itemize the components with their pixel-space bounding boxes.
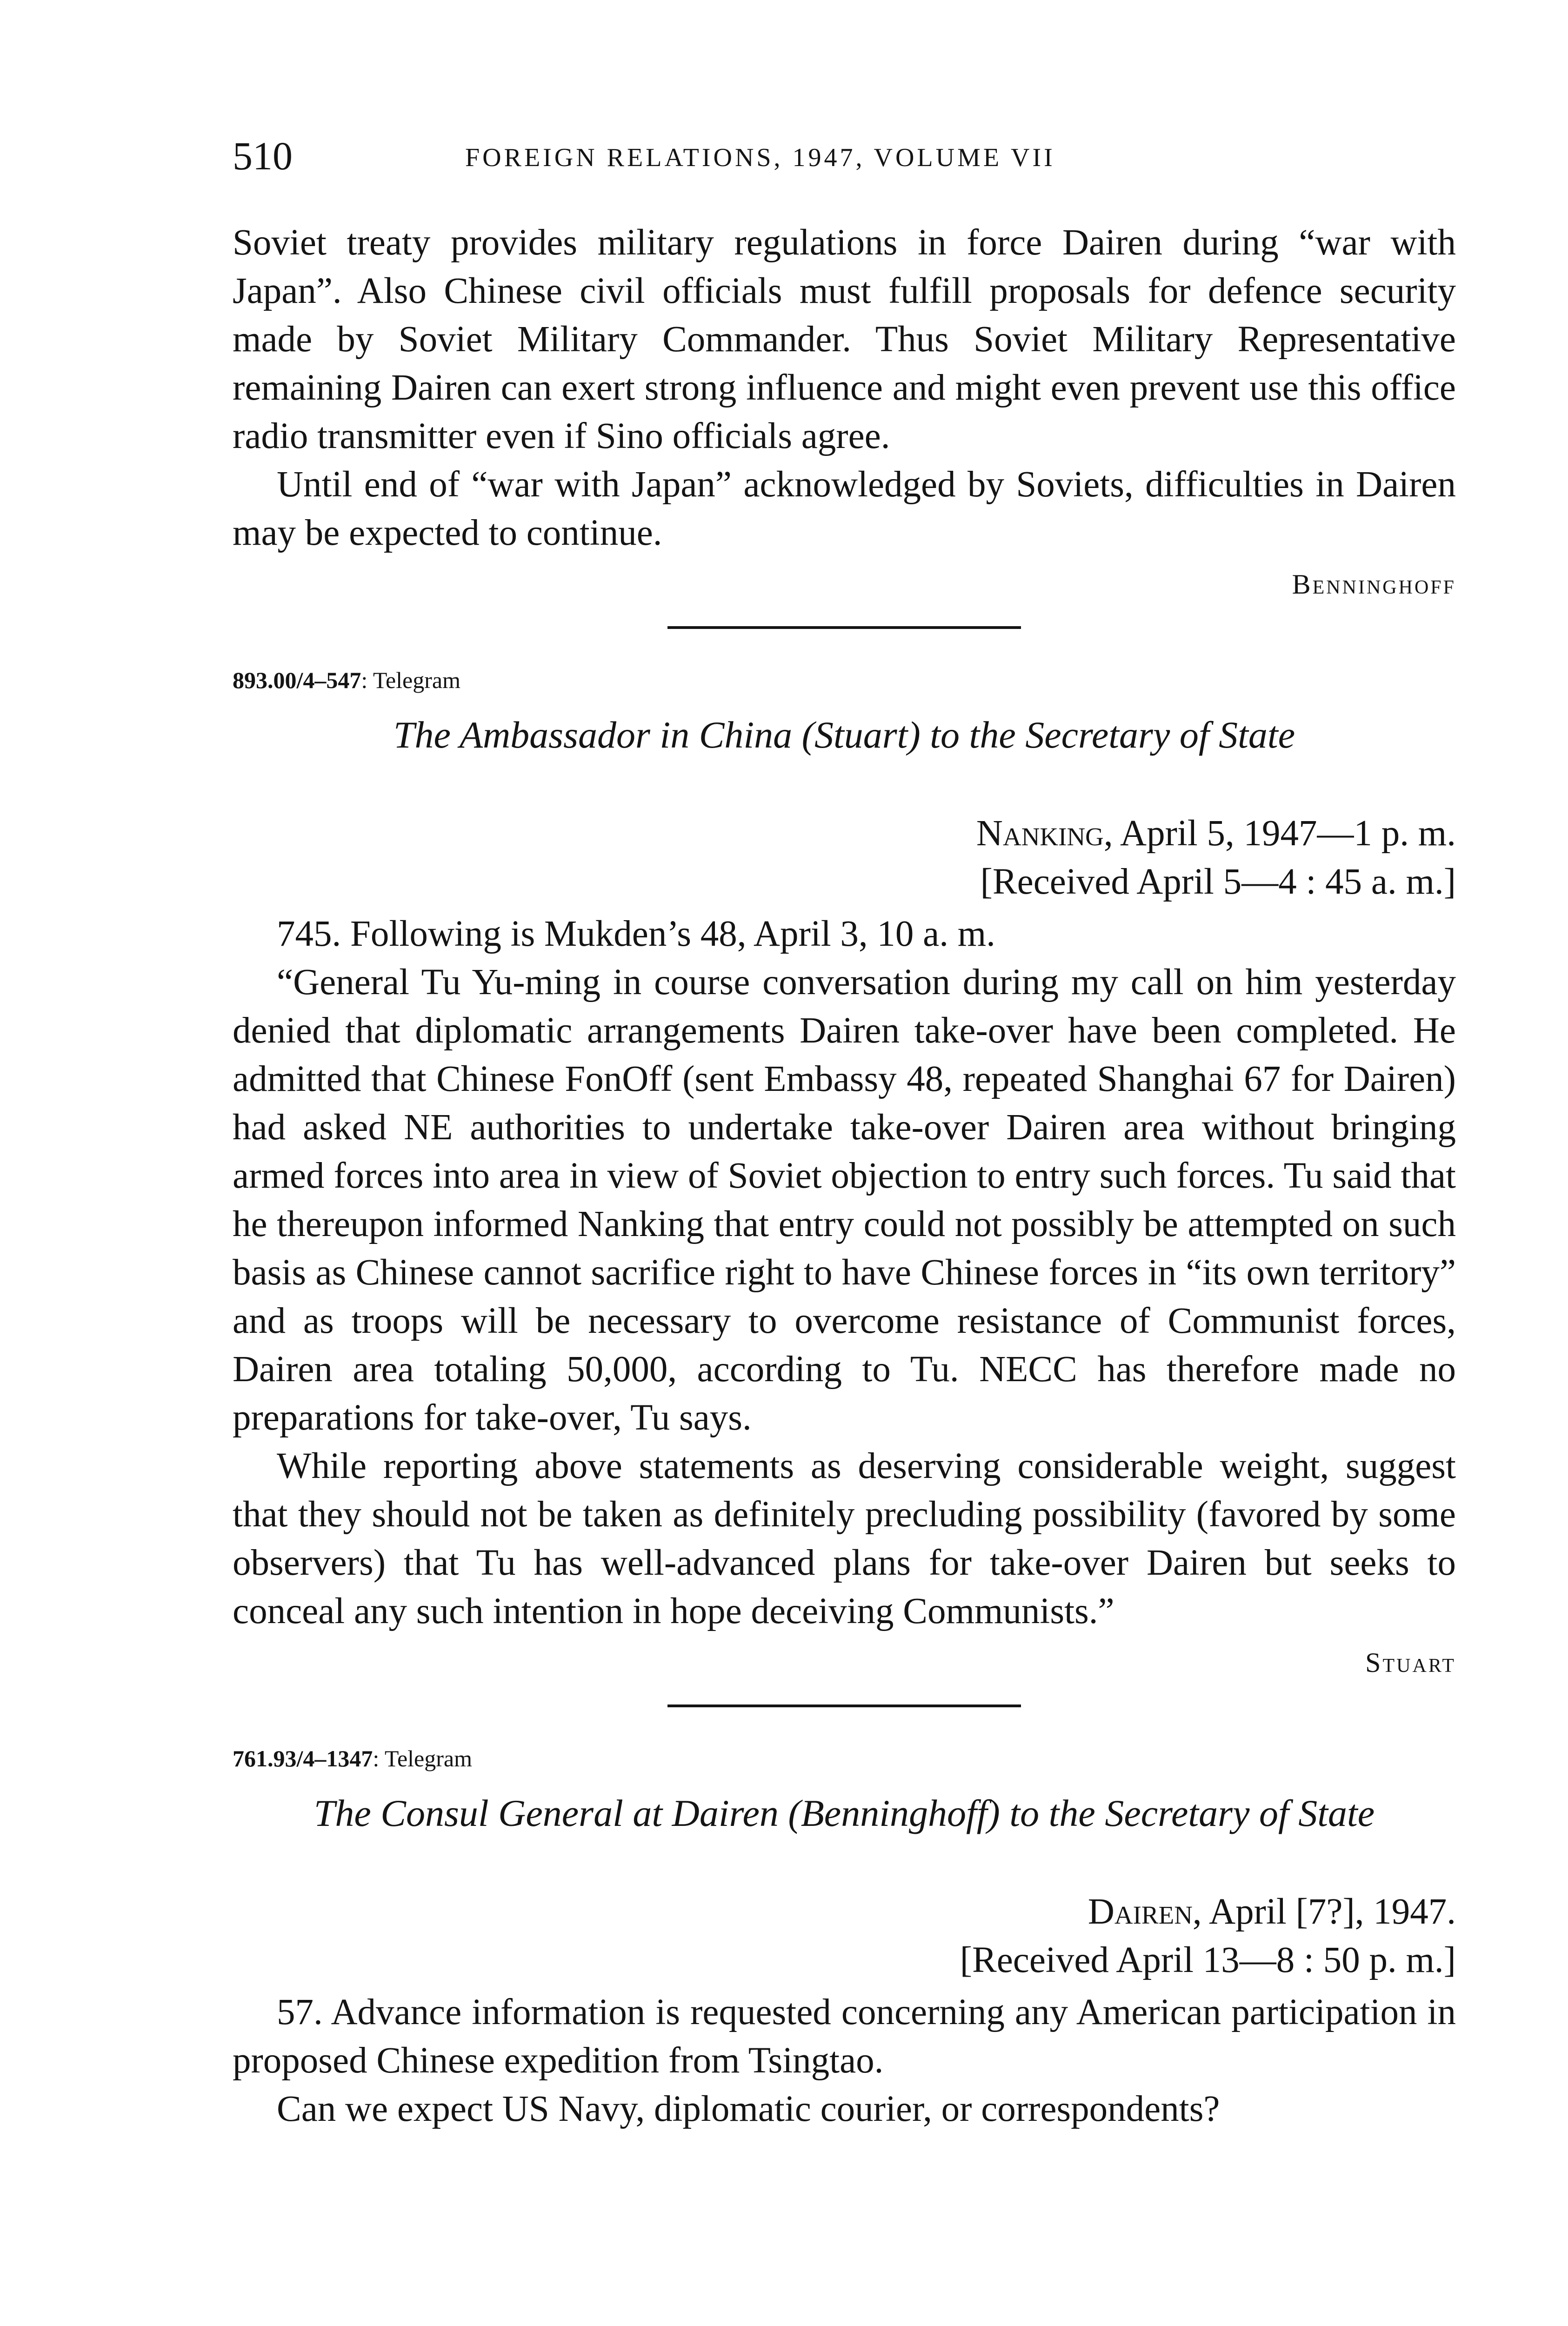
dateline-place: Nanking, xyxy=(976,813,1113,854)
body-paragraph: “General Tu Yu-ming in course conversation during my call on him yesterday denied that diplomatic arrangements Dairen take-over have been completed. He admitted that Chinese FonOff (sent Embassy 48, repeated Shanghai 67 for Dairen) had asked NE authorities to undertake take-over Dairen area without bringing armed forces into area in view of Soviet objection to entry such forces. Tu said that he thereupon informed Nanking that entry could not possibly be attempted on such basis as Chinese cannot sacrifice right to have Chinese forces in “its own territory” and as troops will be necessary to overcome resistance of Communist forces, Dairen area totaling 50,000, according to Tu. NECC has therefore made no preparations for take-over, Tu says. xyxy=(233,962,1456,1438)
body-paragraph: While reporting above statements as deserving considerable weight, suggest that they should not be taken as definitely precluding possibility (favored by some observers) that Tu has well-advanced plans for take-over Dairen but seeks to conceal any such intention in hope deceiving Communists.” xyxy=(233,1446,1456,1631)
file-reference xyxy=(233,662,1456,699)
document-title: The Consul General at Dairen (Benninghoff) to the Secretary of State xyxy=(314,1792,1375,1834)
dateline-place: Dairen, xyxy=(1088,1892,1202,1932)
continuation-paragraph-1: Soviet treaty provides military regulations in force Dairen during “war with Japan”. Also Chinese civil officials must fulfill proposals for defence security made by Soviet Military Commander. Thus Soviet Military Representative remaining Dairen can exert strong influence and might even prevent use this office radio transmitter even if Sino officials agree. xyxy=(233,222,1456,456)
received-line: [Received April 5—4 : 45 a. m.] xyxy=(980,862,1456,902)
continuation-paragraph-2: Until end of “war with Japan” acknowledged by Soviets, difficulties in Dairen may be expected to continue. xyxy=(233,464,1456,553)
body-paragraph: 745. Following is Mukden’s 48, April 3, 10 a. m. xyxy=(277,914,995,954)
signature-stuart: Stuart xyxy=(1365,1647,1456,1678)
text-column xyxy=(233,219,1456,2133)
section-divider xyxy=(667,1704,1021,1707)
file-reference-type: : Telegram xyxy=(361,667,460,693)
file-reference-code: 893.00/4–547 xyxy=(233,667,361,693)
body-paragraph: Can we expect US Navy, diplomatic courier, or correspondents? xyxy=(277,2089,1220,2129)
body-paragraph: 57. Advance information is requested concerning any American participation in proposed Chinese expedition from Tsingtao. xyxy=(233,1992,1456,2081)
dateline xyxy=(233,1888,1456,1936)
file-reference xyxy=(233,1740,1456,1777)
dateline-date: April 5, 1947—1 p. m. xyxy=(1113,813,1456,854)
file-reference-code: 761.93/4–1347 xyxy=(233,1745,373,1771)
running-title: FOREIGN RELATIONS, 1947, VOLUME VII xyxy=(465,143,1055,172)
page-header xyxy=(233,130,1456,195)
document-title: The Ambassador in China (Stuart) to the Secretary of State xyxy=(393,714,1295,756)
file-reference-type: : Telegram xyxy=(373,1745,472,1771)
received-line: [Received April 13—8 : 50 p. m.] xyxy=(960,1940,1456,1980)
section-divider xyxy=(667,626,1021,629)
signature-benninghoff: Benninghoff xyxy=(1292,569,1456,600)
dateline xyxy=(233,809,1456,858)
page-number: 510 xyxy=(233,134,293,178)
dateline-date: April [7?], 1947. xyxy=(1201,1892,1456,1932)
